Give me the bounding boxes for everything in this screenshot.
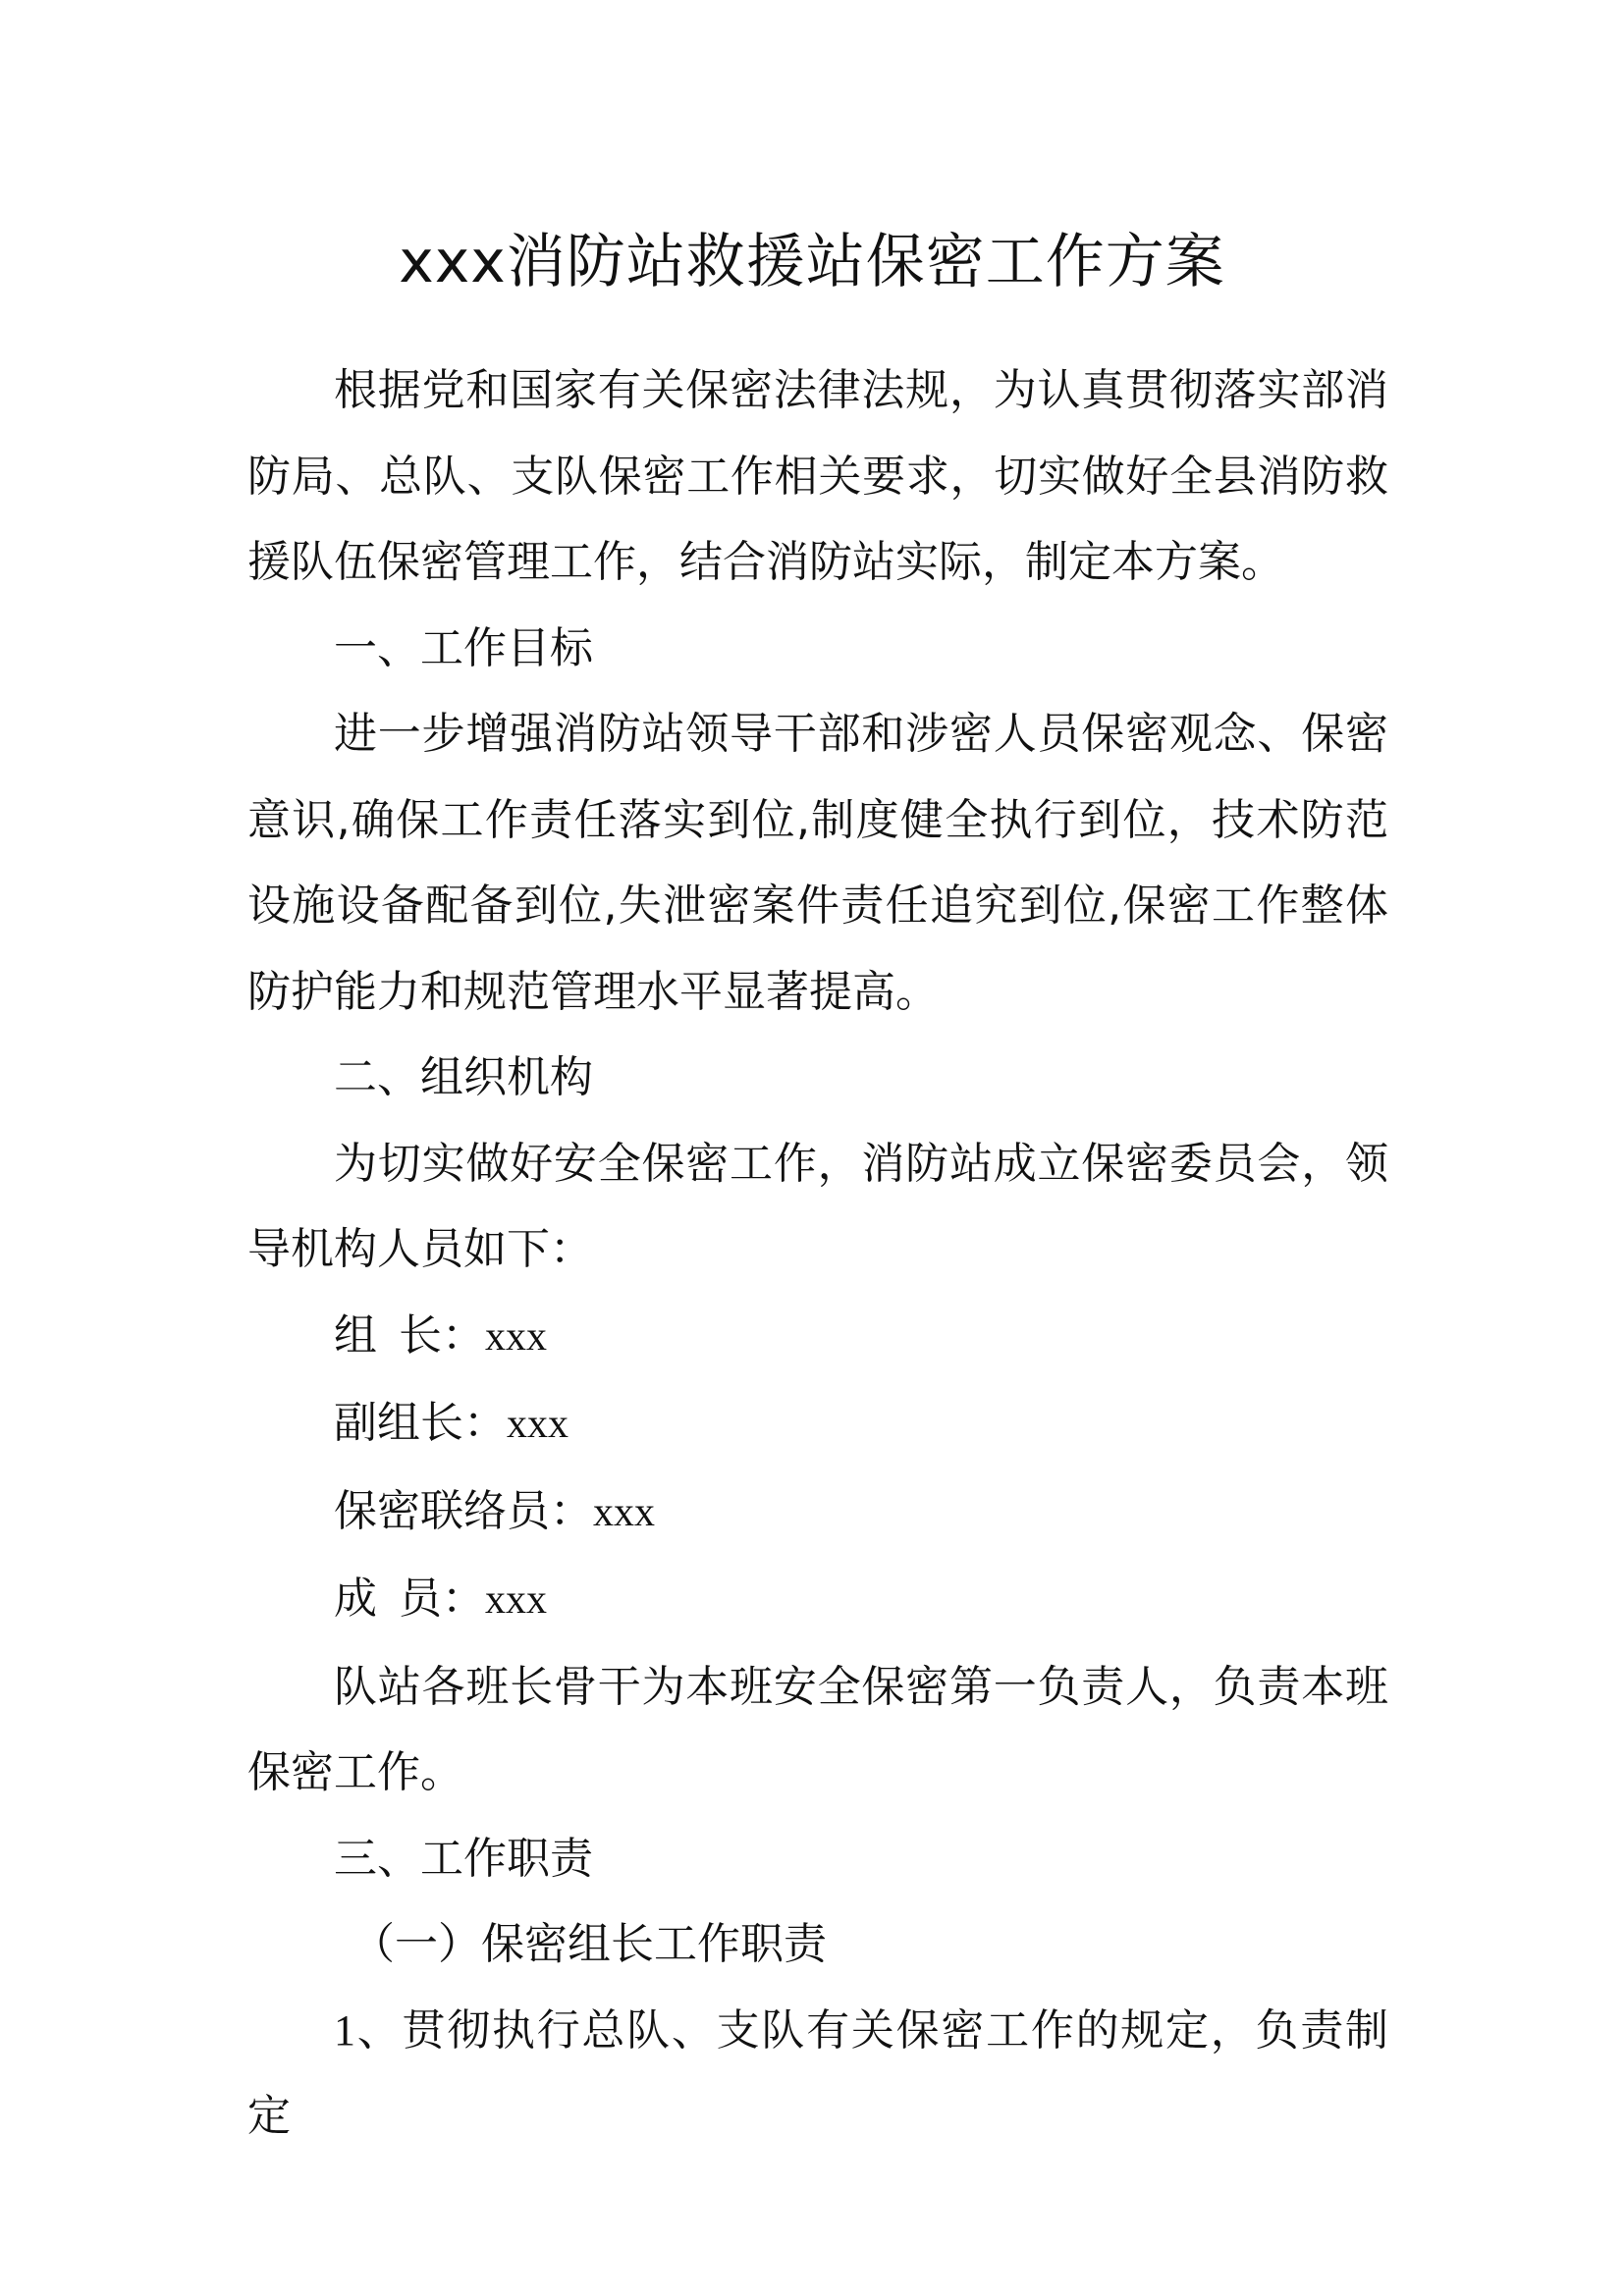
goals-paragraph: 进一步增强消防站领导干部和涉密人员保密观念、保密意识,确保工作责任落实到位,制度健全执行到位，技术防范设施设备配备到位,失泄密案件责任追究到位,保密工作整体防护能力和规范管理水平显著提高。 [247,709,1388,1017]
duty-item-1 [247,1988,1388,2160]
section-heading-organization: 二、组织机构 [334,1052,593,1102]
role-label-member: 成员： [334,1574,485,1624]
organization-paragraph: 为切实做好安全保密工作，消防站成立保密委员会，领导机构人员如下： [247,1138,1388,1274]
role-label-liaison: 保密联络员： [334,1485,593,1536]
role-value-deputy: xxx [507,1402,568,1447]
subsection-heading-leader-duties: （一）保密组长工作职责 [352,1919,827,1969]
document-title: xxx消防站救援站保密工作方案 [399,228,1225,296]
organization-closing-paragraph: 队站各班长骨干为本班安全保密第一负责人，负责本班保密工作。 [247,1661,1388,1797]
intro-paragraph: 根据党和国家有关保密法律法规，为认真贯彻落实部消防局、总队、支队保密工作相关要求，切实做好全县消防救援队伍保密管理工作，结合消防站实际，制定本方案。 [247,365,1388,587]
role-value-leader: xxx [485,1313,547,1360]
role-value-member: xxx [485,1577,547,1623]
section-heading-duties: 三、工作职责 [334,1833,593,1884]
role-line-leader [247,1293,1388,1381]
document-body [247,347,1388,2160]
role-line-deputy [247,1380,1388,1468]
section-heading-goals: 一、工作目标 [334,622,593,673]
role-value-liaison: xxx [593,1489,655,1535]
role-label-leader: 组长： [334,1309,485,1361]
duty-item-1-text: 、贯彻执行总队、支队有关保密工作的规定，负责制定 [247,2004,1388,2141]
duty-item-1-number: 1 [334,2005,355,2055]
role-line-member [247,1556,1388,1644]
role-line-liaison [247,1468,1388,1557]
role-label-deputy: 副组长： [334,1398,507,1448]
